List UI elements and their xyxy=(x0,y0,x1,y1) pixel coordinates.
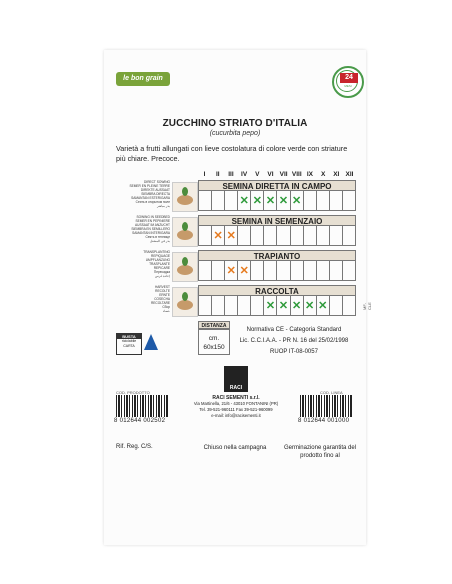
norm-line-3: RUOP IT-08-0057 xyxy=(270,349,318,355)
packaging-sub: riciclabile CARTA xyxy=(121,339,137,348)
company-logo: RACI xyxy=(224,366,248,392)
calendar-phase xyxy=(198,180,356,216)
company-email: e-mail: info@racisementi.it xyxy=(211,413,261,418)
month-label: IX xyxy=(306,171,314,178)
calendar-phase xyxy=(198,250,356,286)
product-code-label: COD. PRODOTTO xyxy=(116,390,150,395)
calendar-cell xyxy=(304,261,317,280)
badge-sub: MESI xyxy=(344,84,352,88)
validity-badge xyxy=(332,66,364,98)
phase-illustration-icon xyxy=(172,217,198,247)
soil-icon xyxy=(177,195,193,205)
soil-icon xyxy=(177,300,193,310)
calendar-phase xyxy=(198,285,356,321)
calendar-cell xyxy=(343,191,356,210)
phase-illustration-icon xyxy=(172,287,198,317)
phase-label: TRAPIANTO xyxy=(198,250,356,261)
phase-translations: TRANSPLANTING REPIQUAGE UMPFLANZUNG TRASPLANTE REPICARE Пересадка إعادة غرس xyxy=(143,250,170,278)
footer-germination: Germinazione garantita del prodotto fino al xyxy=(283,445,357,459)
calendar-cell xyxy=(212,261,225,280)
phase-illustration-icon xyxy=(172,252,198,282)
calendar-mark-icon: ✕ xyxy=(212,226,225,245)
company-info xyxy=(186,395,286,419)
regulations xyxy=(234,325,354,358)
calendar-cell xyxy=(199,226,212,245)
distance-value-box xyxy=(198,329,230,355)
calendar-mark-icon: ✕ xyxy=(251,191,264,210)
month-label: VIII xyxy=(291,171,302,178)
calendar-mark-icon: ✕ xyxy=(264,191,277,210)
soil-icon xyxy=(177,265,193,275)
calendar-phase xyxy=(198,215,356,251)
calendar-cell xyxy=(330,261,343,280)
product-title: ZUCCHINO STRIATO D'ITALIA xyxy=(162,118,308,129)
month-label: IV xyxy=(241,171,248,178)
barcode-left-number: 8 012644 002502 xyxy=(114,418,166,424)
calendar-cell xyxy=(277,261,290,280)
phase-translations: SOWING IN SEEDBED SEMER EN PEPINIERE AUSSAAT IM ANZUCHT SIEMBRA EN SEMILLERO SAMANTAN INTERIGARA Сеять в теплице بذر في المشتل xyxy=(131,215,170,243)
phase-cells xyxy=(198,226,356,246)
calendar-cell xyxy=(317,191,330,210)
badge-number: 24 xyxy=(340,73,358,83)
calendar-cell xyxy=(343,261,356,280)
company-phones: Tel. 39-521-960111 Fax 39-521-960099 xyxy=(199,407,273,412)
calendar-mark-icon: ✕ xyxy=(317,296,330,315)
calendar-cell xyxy=(212,191,225,210)
calendar-cell xyxy=(330,296,343,315)
calendar-cell xyxy=(212,296,225,315)
calendar-cell xyxy=(304,226,317,245)
seed-packet xyxy=(104,50,372,545)
calendar-cell xyxy=(238,296,251,315)
phase-cells xyxy=(198,261,356,281)
calendar-cell xyxy=(225,296,238,315)
phase-cells xyxy=(198,191,356,211)
product-description: Varietà a frutti allungati con lieve costolatura di colore verde con striature più chiare. Precoce. xyxy=(116,144,348,163)
calendar-cell xyxy=(199,296,212,315)
month-label: XII xyxy=(345,171,354,178)
leaf-icon xyxy=(182,292,188,301)
line-code-label: COD. LINEA xyxy=(320,390,343,395)
month-label: VII xyxy=(279,171,288,178)
month-header xyxy=(198,171,356,180)
calendar-cell xyxy=(238,226,251,245)
calendar-cell xyxy=(317,226,330,245)
calendar-cell xyxy=(304,191,317,210)
calendar-cell xyxy=(343,226,356,245)
month-label: II xyxy=(215,171,220,178)
calendar-mark-icon: ✕ xyxy=(238,191,251,210)
packaging-info xyxy=(116,333,142,355)
month-label: VI xyxy=(267,171,274,178)
calendar-cell xyxy=(317,261,330,280)
calendar-mark-icon: ✕ xyxy=(277,191,290,210)
packaging-title: BUSTA xyxy=(117,334,141,339)
calendar-cell xyxy=(251,226,264,245)
leaf-icon xyxy=(182,222,188,231)
calendar-cell xyxy=(330,191,343,210)
calendar-cell xyxy=(343,296,356,315)
distance-unit: cm. xyxy=(208,335,220,342)
calendar-mark-icon: ✕ xyxy=(277,296,290,315)
phase-translations: DIRECT SOWING SEMER EN PLEINE TERRE DIREKTE AUSSAAT SIEMBRA DIRECTA SAMANTAN ESTERIGARA Сеять в открытом поле بذر مباشر xyxy=(129,180,170,208)
phase-label: SEMINA DIRETTA IN CAMPO xyxy=(198,180,356,191)
leaf-icon xyxy=(182,257,188,266)
soil-icon xyxy=(177,230,193,240)
recycle-icon xyxy=(144,334,158,350)
footer-registration: Rif. Reg. C/S. xyxy=(116,444,153,450)
phase-label: RACCOLTA xyxy=(198,285,356,296)
phase-label: SEMINA IN SEMENZAIO xyxy=(198,215,356,226)
norm-line-2: Lic. C.C.I.A.A. - PR N. 16 del 25/02/1998 xyxy=(239,338,349,344)
phase-translations: HARVEST RECOLTE ERNTE COSECHA RECOLTARE Сбор حصاد xyxy=(150,285,170,313)
month-label: X xyxy=(320,171,326,178)
calendar-cell xyxy=(251,261,264,280)
calendar-cell xyxy=(264,226,277,245)
calendar-cell xyxy=(251,296,264,315)
calendar-cell xyxy=(264,261,277,280)
calendar-mark-icon: ✕ xyxy=(304,296,317,315)
month-label: I xyxy=(203,171,206,178)
calendar-mark-icon: ✕ xyxy=(291,296,304,315)
footer-campaign: Chiuso nella campagna xyxy=(203,445,267,451)
calendar-mark-icon: ✕ xyxy=(291,191,304,210)
product-latin-name: (cucurbita pepo) xyxy=(209,130,261,137)
norm-line-1: Normativa CE - Categoria Standard xyxy=(246,327,342,333)
calendar-cell xyxy=(199,191,212,210)
calendar-cell xyxy=(225,191,238,210)
distance-label: DISTANZA xyxy=(198,321,230,329)
phase-illustration-icon xyxy=(172,182,198,212)
phase-cells xyxy=(198,296,356,316)
calendar-cell xyxy=(199,261,212,280)
calendar-cell xyxy=(330,226,343,245)
month-label: V xyxy=(255,171,260,178)
barcode-left-icon xyxy=(116,395,168,417)
calendar-cell xyxy=(291,226,304,245)
leaf-icon xyxy=(182,187,188,196)
distance-value: 60x150 xyxy=(203,344,225,351)
lot-code: MF-CLE xyxy=(362,302,372,310)
calendar-mark-icon: ✕ xyxy=(225,261,238,280)
calendar-mark-icon: ✕ xyxy=(264,296,277,315)
month-label: XI xyxy=(333,171,340,178)
barcode-right-number: 8 012644 001000 xyxy=(298,418,350,424)
calendar-cell xyxy=(277,226,290,245)
barcode-right-icon xyxy=(300,395,352,417)
company-name: RACI SEMENTI s.r.l. xyxy=(212,395,260,401)
calendar-mark-icon: ✕ xyxy=(225,226,238,245)
calendar-mark-icon: ✕ xyxy=(238,261,251,280)
company-address: Via Martinella, 21/6 - 43010 FONTANINI (PR) xyxy=(193,401,279,406)
month-label: III xyxy=(228,171,234,178)
brand-logo: le bon grain xyxy=(116,72,170,86)
calendar-cell xyxy=(291,261,304,280)
